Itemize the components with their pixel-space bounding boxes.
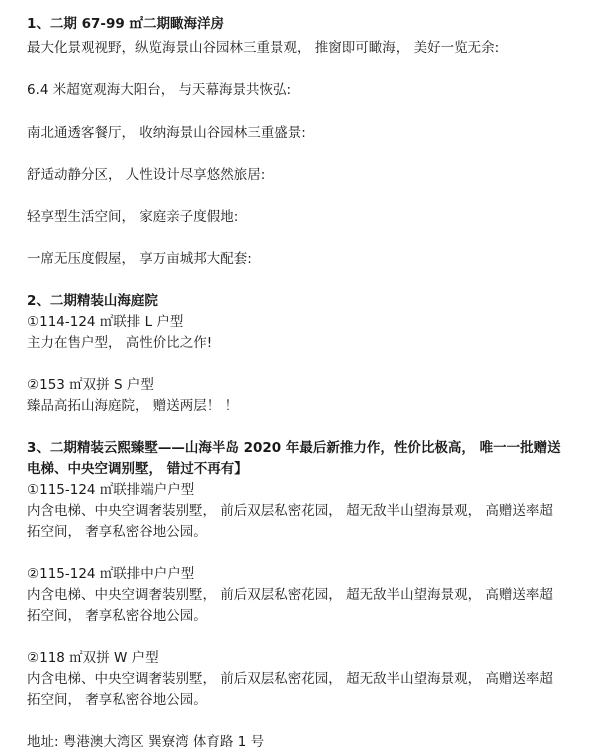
section-3-heading-cont: 电梯、中央空调别墅， 错过不再有】 [27, 461, 248, 477]
paragraph-line: ②118 ㎡双拼 W 户型 [27, 650, 159, 666]
section-2-heading: 2、二期精装山海庭院 [27, 293, 158, 309]
paragraph-line: 内含电梯、中央空调奢装别墅， 前后双层私密花园， 超无敌半山望海景观， 高赠送率超 [27, 587, 553, 603]
paragraph-line: ①114-124 ㎡联排 L 户型 [27, 314, 184, 330]
section-1-heading: 1、二期 67-99 ㎡二期瞰海洋房 [27, 16, 224, 32]
paragraph-line: 最大化景观视野，纵览海景山谷园林三重景观， 推窗即可瞰海， 美好一览无余: [27, 40, 500, 56]
paragraph-line: 臻品高拓山海庭院， 赠送两层！ ！ [27, 398, 239, 414]
paragraph-line: 拓空间， 奢享私密谷地公园。 [27, 608, 207, 624]
paragraph-line: 一席无压度假屋， 享万亩城邦大配套: [27, 251, 252, 267]
address-line: 地址: 粤港澳大湾区 巽寮湾 体育路 1 号 [27, 734, 265, 750]
paragraph-line: 内含电梯、中央空调奢装别墅， 前后双层私密花园， 超无敌半山望海景观， 高赠送率超 [27, 671, 553, 687]
paragraph-line: ①115-124 ㎡联排端户户型 [27, 482, 195, 498]
paragraph-line: 轻享型生活空间， 家庭亲子度假地: [27, 209, 239, 225]
paragraph-line: 6.4 米超宽观海大阳台， 与天幕海景共恢弘: [27, 82, 292, 98]
paragraph-line: 拓空间， 奢享私密谷地公园。 [27, 524, 207, 540]
paragraph-line: 拓空间， 奢享私密谷地公园。 [27, 692, 207, 708]
paragraph-line: 舒适动静分区， 人性设计尽享悠然旅居: [27, 167, 266, 183]
section-3-heading: 3、二期精装云熙臻墅——山海半岛 2020 年最后新推力作，性价比极高， 唯一一批赠送 [27, 440, 561, 456]
paragraph-line: 主力在售户型， 高性价比之作! [27, 335, 213, 351]
paragraph-line: ②115-124 ㎡联排中户户型 [27, 566, 195, 582]
paragraph-line: 内含电梯、中央空调奢装别墅， 前后双层私密花园， 超无敌半山望海景观， 高赠送率超 [27, 503, 553, 519]
paragraph-line: 南北通透客餐厅， 收纳海景山谷园林三重盛景: [27, 125, 306, 141]
paragraph-line: ②153 ㎡双拼 S 户型 [27, 377, 154, 393]
